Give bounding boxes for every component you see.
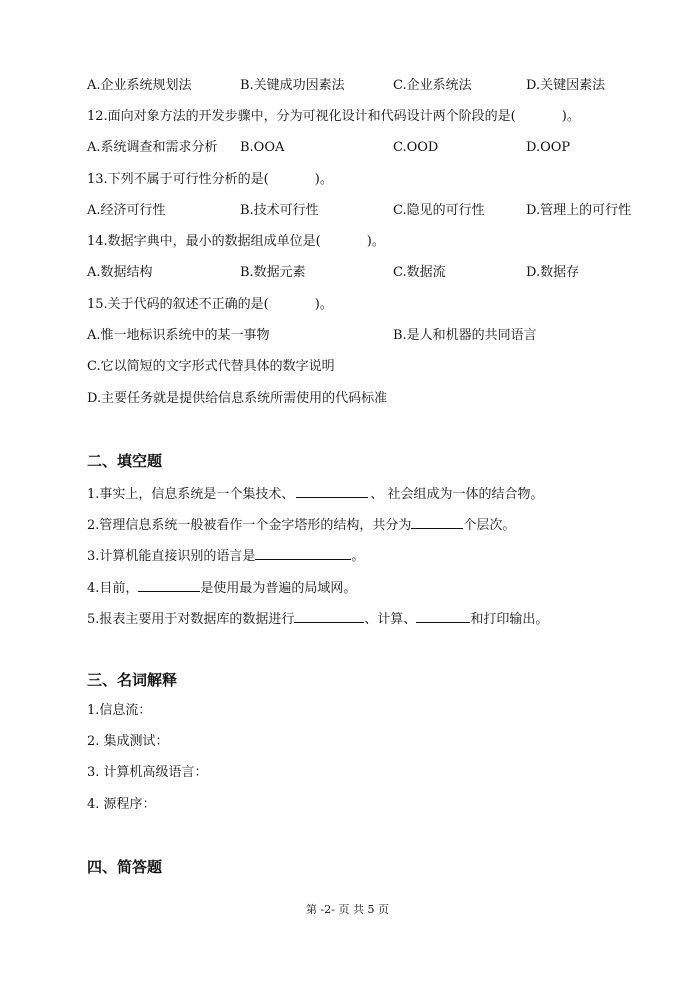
q12-option-a: A.系统调查和需求分析 <box>87 140 218 155</box>
q12-option-d: D.OOP <box>526 140 571 155</box>
question-15-text: 15.关于代码的叙述不正确的是( <box>87 297 269 312</box>
question-15-end: )。 <box>314 297 333 312</box>
fill-question-4 <box>87 577 356 598</box>
q14-option-a: A.数据结构 <box>87 265 153 280</box>
fill-q5-text-b: 、计算、 <box>364 612 417 627</box>
fill-q1-text-b: 、 社会组成为一体的结合物。 <box>370 487 544 502</box>
question-14-text: 14.数据字典中，最小的数据组成单位是( <box>87 234 321 249</box>
fill-q3-blank[interactable] <box>255 545 351 560</box>
q15-option-a: A.惟一地标识系统中的某一事物 <box>87 328 270 343</box>
q12-option-c: C.OOD <box>393 140 439 155</box>
term-3: 3. 计算机高级语言： <box>87 765 208 780</box>
question-12-text: 12.面向对象方法的开发步骤中，分为可视化设计和代码设计两个阶段的是( <box>87 109 516 124</box>
fill-q2-text-a: 2.管理信息系统一般被看作一个金字塔形的结构，共分为 <box>87 518 412 533</box>
question-12-end: )。 <box>561 109 580 124</box>
section-terms-title: 三、名词解释 <box>87 671 178 689</box>
q11-option-d: D.关键因素法 <box>526 78 606 93</box>
q11-option-a: A.企业系统规划法 <box>87 78 192 93</box>
q13-option-b: B.技术可行性 <box>240 203 319 218</box>
fill-question-5 <box>87 608 548 629</box>
q11-option-c: C.企业系统法 <box>393 78 472 93</box>
page-footer: 第 -2- 页 共 5 页 <box>306 903 389 916</box>
question-14 <box>87 233 385 251</box>
fill-q4-text-b: 是使用最为普遍的局域网。 <box>200 581 357 596</box>
fill-q1-blank[interactable] <box>296 483 368 498</box>
question-12 <box>87 108 580 126</box>
q14-option-b: B.数据元素 <box>240 265 306 280</box>
q15-option-d: D.主要任务就是提供给信息系统所需使用的代码标准 <box>87 391 388 406</box>
q14-option-d: D.数据存 <box>526 265 580 280</box>
fill-q4-blank[interactable] <box>138 577 200 592</box>
fill-q5-blank-1[interactable] <box>294 608 364 623</box>
question-13-text: 13.下列不属于可行性分析的是( <box>87 172 269 187</box>
fill-question-2 <box>87 514 515 535</box>
fill-q5-blank-2[interactable] <box>416 608 470 623</box>
fill-question-3 <box>87 545 364 566</box>
question-14-end: )。 <box>366 234 385 249</box>
question-13 <box>87 171 333 189</box>
fill-q2-blank[interactable] <box>411 514 463 529</box>
question-13-end: )。 <box>314 172 333 187</box>
question-15 <box>87 296 333 314</box>
q11-option-b: B.关键成功因素法 <box>240 78 345 93</box>
fill-q1-text-a: 1.事实上，信息系统是一个集技术、 <box>87 487 295 502</box>
fill-q3-text-a: 3.计算机能直接识别的语言是 <box>87 549 256 564</box>
fill-question-1 <box>87 483 544 504</box>
q13-option-a: A.经济可行性 <box>87 203 166 218</box>
fill-q5-text-c: 和打印输出。 <box>470 612 549 627</box>
q12-option-b: B.OOA <box>240 140 285 155</box>
q15-option-c: C.它以简短的文字形式代替具体的数字说明 <box>87 359 335 374</box>
fill-q5-text-a: 5.报表主要用于对数据库的数据进行 <box>87 612 295 627</box>
q15-option-b: B.是人和机器的共同语言 <box>393 328 537 343</box>
fill-q4-text-a: 4.目前， <box>87 581 139 596</box>
term-1: 1.信息流： <box>87 703 152 718</box>
fill-q2-text-b: 个层次。 <box>463 518 516 533</box>
fill-q3-text-b: 。 <box>351 549 365 564</box>
term-2: 2. 集成测试： <box>87 734 169 749</box>
q14-option-c: C.数据流 <box>393 265 446 280</box>
q13-option-d: D.管理上的可行性 <box>526 203 632 218</box>
section-short-answer-title: 四、简答题 <box>87 858 163 876</box>
section-fill-in-title: 二、填空题 <box>87 452 163 470</box>
term-4: 4. 源程序： <box>87 797 156 812</box>
q13-option-c: C.隐见的可行性 <box>393 203 485 218</box>
